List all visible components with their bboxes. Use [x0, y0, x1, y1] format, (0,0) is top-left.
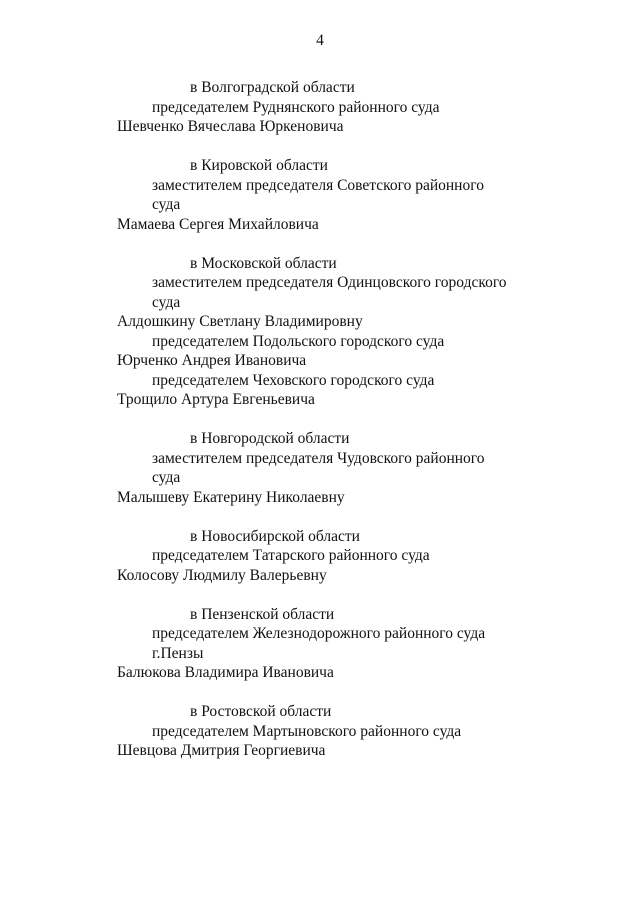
person-name: Шевцова Дмитрия Георгиевича [117, 742, 326, 759]
region-block [0, 702, 640, 761]
position-line: председателем Чеховского городского суда [152, 371, 435, 389]
region-heading: в Пензенской области [190, 605, 335, 623]
region-block [0, 254, 640, 410]
position-line: заместителем председателя Советского районного [152, 176, 484, 194]
region-heading: в Кировской области [190, 157, 328, 174]
region-block [0, 605, 640, 683]
position-line: заместителем председателя Чудовского районного [152, 449, 485, 467]
region-heading: в Новосибирской области [190, 527, 360, 545]
region-heading: в Новгородской области [190, 430, 350, 447]
position-line: председателем Мартыновского районного суда [152, 722, 462, 740]
region-block [0, 156, 640, 234]
person-name: Юрченко Андрея Ивановича [117, 352, 307, 369]
appointments-list [0, 78, 640, 780]
person-name: Шевченко Вячеслава Юркеновича [117, 118, 344, 135]
position-line: суда [152, 196, 181, 213]
person-name: Колосову Людмилу Валерьевну [117, 566, 327, 584]
position-line: суда [152, 293, 181, 311]
region-heading: в Ростовской области [190, 703, 332, 720]
person-name: Мамаева Сергея Михайловича [117, 215, 319, 233]
region-block [0, 78, 640, 137]
position-line: председателем Татарского районного суда [152, 547, 430, 564]
person-name: Балюкова Владимира Ивановича [117, 664, 334, 681]
person-name: Алдошкину Светлану Владимировну [117, 313, 363, 330]
position-line: заместителем председателя Одинцовского городского [152, 274, 507, 291]
position-line: председателем Железнодорожного районного суда [152, 625, 486, 642]
position-line: г.Пензы [152, 644, 204, 662]
page-number: 4 [316, 32, 324, 49]
region-block [0, 527, 640, 586]
region-block [0, 429, 640, 507]
person-name: Малышеву Екатерину Николаевну [117, 488, 345, 506]
position-line: председателем Руднянского районного суда [152, 98, 440, 116]
person-name: Трощило Артура Евгеньевича [117, 391, 315, 408]
position-line: председателем Подольского городского суда [152, 332, 445, 350]
region-heading: в Волгоградской области [190, 79, 355, 96]
region-heading: в Московской области [190, 254, 337, 272]
position-line: суда [152, 469, 181, 486]
